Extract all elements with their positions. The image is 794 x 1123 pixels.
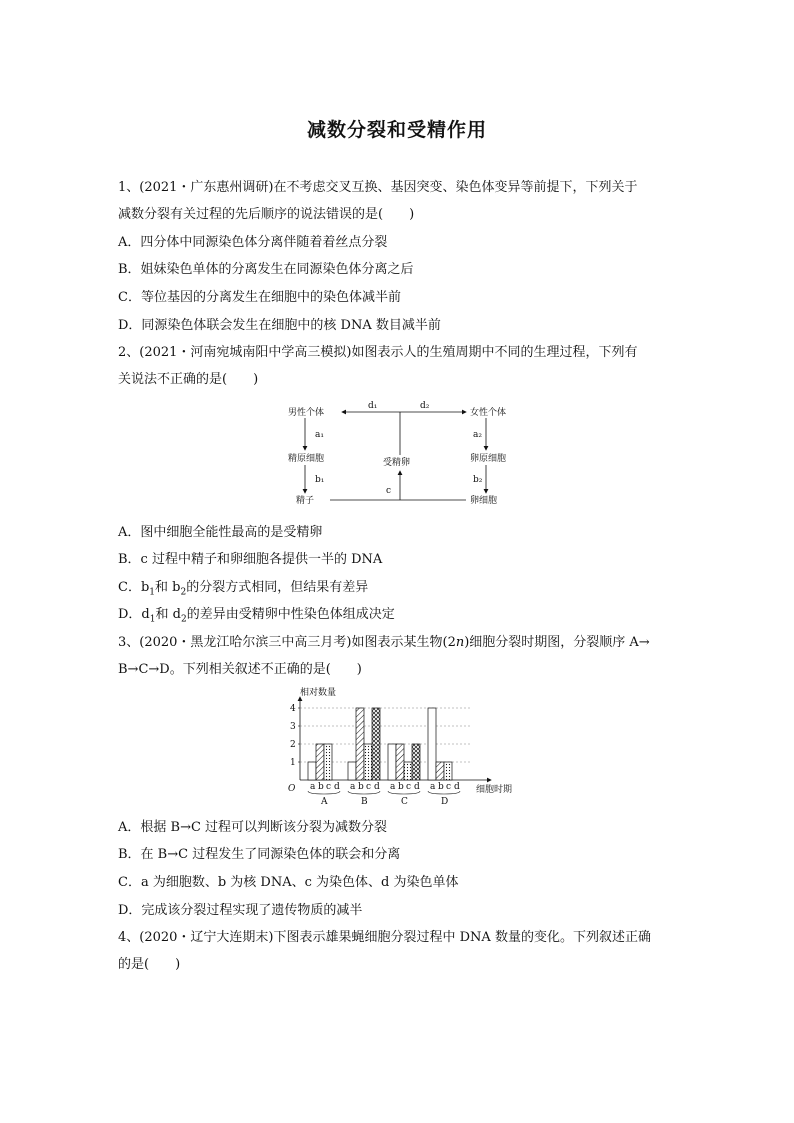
chart-xlabel: 细胞时期 [476, 785, 513, 795]
q1-stem-line2: 减数分裂有关过程的先后顺序的说法错误的是( ) [118, 207, 415, 222]
q1-option-b: B．姐妹染色单体的分离发生在同源染色体分离之后 [118, 262, 414, 277]
bar-C-a [388, 744, 396, 780]
sublabel-A-d: d [334, 782, 340, 792]
sublabel-D-a: a [430, 782, 436, 792]
q1-option-a: A．四分体中同源染色体分离伴随着着丝点分裂 [118, 235, 388, 250]
q3-stem-line1: 3、(2020・黑龙江哈尔滨三中高三月考)如图表示某生物(2n)细胞分裂时期图，分裂顺序 A→ [118, 635, 650, 650]
bar-B-b [356, 708, 364, 780]
y-tick-label-3: 3 [290, 722, 296, 732]
bar-D-c [444, 762, 452, 780]
q1-stem-line1: 1、(2021・广东惠州调研)在不考虑交叉互换、基因突变、染色体变异等前提下，下列关于 [118, 180, 638, 195]
q1-option-d: D．同源染色体联会发生在细胞中的核 DNA 数目减半前 [118, 318, 441, 333]
bar-A-b [316, 744, 324, 780]
q3-option-a: A．根据 B→C 过程可以判断该分裂为减数分裂 [118, 820, 388, 835]
q2-option-d: D．$d_1$和 $d_2$的差异由受精卵中性染色体组成决定 [118, 607, 395, 625]
y-tick-label-1: 1 [290, 758, 296, 768]
q2-option-a: A．图中细胞全能性最高的是受精卵 [118, 525, 323, 540]
q2-stem-line2: 关说法不正确的是( ) [118, 372, 259, 387]
bar-B-a [348, 762, 356, 780]
y-tick-label-4: 4 [290, 704, 296, 714]
q2-option-c: C．$b_1$和 $b_2$的分裂方式相同，但结果有差异 [118, 580, 369, 598]
sublabel-D-d: d [454, 782, 460, 792]
q3-stem-line2: B→C→D。下列相关叙述不正确的是( ) [118, 662, 362, 677]
node-spermatogonium: 精原细胞 [288, 454, 325, 464]
q2-stem-line1: 2、(2021・河南宛城南阳中学高三模拟)如图表示人的生殖周期中不同的生理过程，下列有 [118, 345, 638, 360]
label-b1: b₁ [315, 475, 325, 485]
q4-stem-line1: 4、(2020・辽宁大连期末)下图表示雄果蝇细胞分裂过程中 DNA 数量的变化。下列叙述正确 [118, 930, 651, 945]
node-sperm: 精子 [296, 496, 315, 506]
q3-option-c: C．a 为细胞数、b 为核 DNA、c 为染色体、d 为染色单体 [118, 875, 459, 890]
sublabel-A-b: b [318, 782, 324, 792]
sublabel-D-b: b [438, 782, 444, 792]
label-d1: d₁ [368, 401, 378, 411]
category-label-C: C [401, 797, 408, 807]
sublabel-B-d: d [374, 782, 380, 792]
chart-ylabel: 相对数量 [300, 688, 337, 698]
q4-stem-line2: 的是( ) [118, 957, 181, 972]
label-d2: d₂ [420, 401, 430, 411]
bar-D-a [428, 708, 436, 780]
sublabel-B-b: b [358, 782, 364, 792]
y-tick-label-2: 2 [290, 740, 296, 750]
q3-option-b: B．在 B→C 过程发生了同源染色体的联会和分离 [118, 847, 401, 862]
node-female: 女性个体 [470, 408, 507, 418]
bar-C-c [404, 762, 412, 780]
bar-B-c [364, 744, 372, 780]
bar-A-c [324, 744, 332, 780]
sublabel-A-c: c [326, 782, 332, 792]
sublabel-D-c: c [446, 782, 452, 792]
reproduction-cycle-diagram [280, 395, 520, 510]
category-label-D: D [441, 797, 449, 807]
cell-division-bar-chart [286, 685, 516, 810]
bar-D-b [436, 762, 444, 780]
node-zygote: 受精卵 [383, 458, 411, 468]
bar-C-d [412, 744, 420, 780]
label-c: c [386, 486, 392, 496]
category-label-B: B [361, 797, 368, 807]
sublabel-C-c: c [406, 782, 412, 792]
sublabel-C-b: b [398, 782, 404, 792]
label-a2: a₂ [473, 430, 482, 440]
sublabel-A-a: a [310, 782, 316, 792]
sublabel-C-a: a [390, 782, 396, 792]
q2-option-b: B．c 过程中精子和卵细胞各提供一半的 DNA [118, 552, 383, 567]
label-b2: b₂ [473, 475, 483, 485]
q3-option-d: D．完成该分裂过程实现了遗传物质的减半 [118, 903, 363, 918]
label-a1: a₁ [315, 430, 324, 440]
bar-C-b [396, 744, 404, 780]
sublabel-B-a: a [350, 782, 356, 792]
bar-B-d [372, 708, 380, 780]
q1-option-c: C．等位基因的分离发生在细胞中的染色体减半前 [118, 290, 401, 305]
category-label-A: A [321, 797, 328, 807]
sublabel-C-d: d [414, 782, 420, 792]
node-egg: 卵细胞 [470, 496, 498, 506]
bar-A-a [308, 762, 316, 780]
chart-origin-label: O [288, 784, 296, 794]
page-title: 减数分裂和受精作用 [306, 119, 487, 141]
node-oogonium: 卵原细胞 [470, 454, 507, 464]
sublabel-B-c: c [366, 782, 372, 792]
node-male: 男性个体 [288, 408, 325, 418]
